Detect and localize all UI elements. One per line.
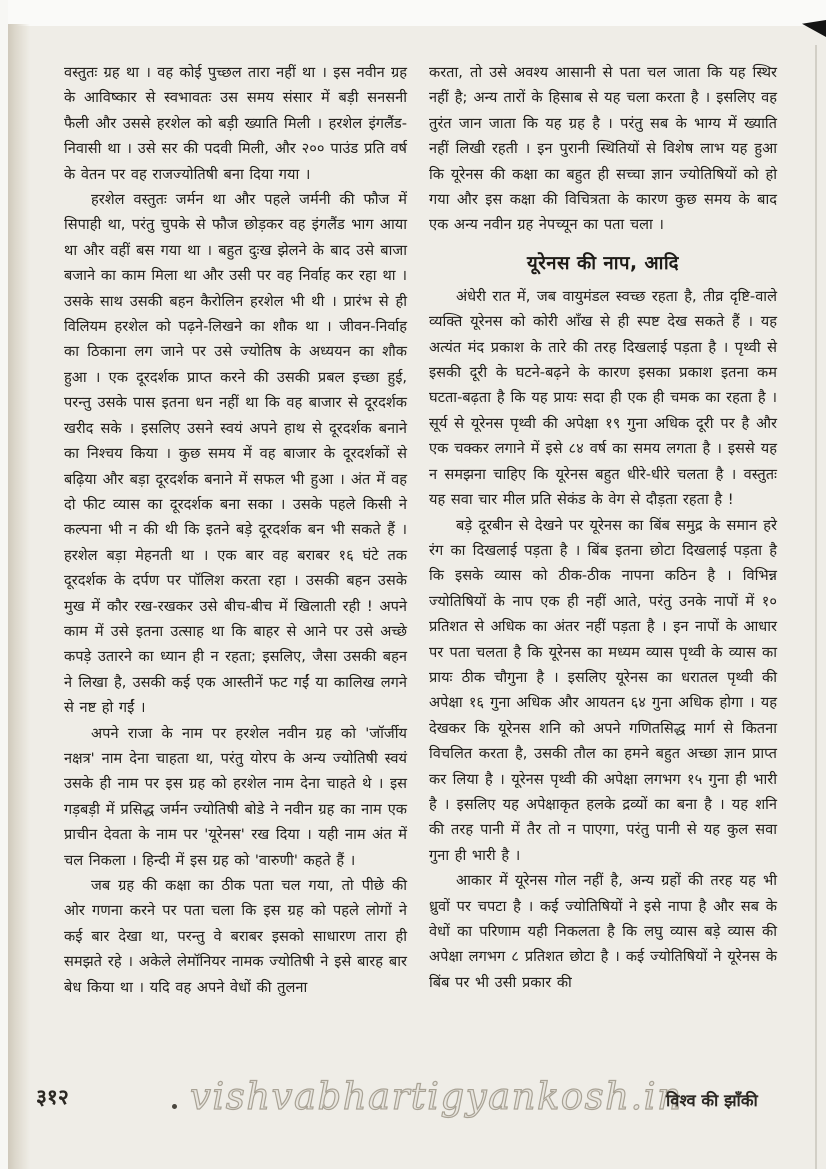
watermark-text: vishvabhartigyankosh.in: [190, 1075, 683, 1118]
paragraph-continuation: करता, तो उसे अवश्य आसानी से पता चल जाता कि यह स्थिर नहीं है; अन्य तारों के हिसाब से यह चला करता है । इसलिए वह तुरंत जान जाता कि यह ग्रह है । परंतु सब के भाग्य में ख्याति नहीं लिखी रहती । इन पुरानी स्थितियों से विशेष लाभ यह हुआ कि यूरेनस की कक्षा का बहुत ही सच्चा ज्ञान ज्योतिषियों को हो गया और इस कक्षा की विचित्रता के कारण कुछ समय के बाद एक अन्य नवीन ग्रह नेपच्यून का पता चला ।: [429, 64, 777, 234]
section-heading: यूरेनस की नाप, आदि: [526, 252, 679, 274]
ink-dot: [172, 1104, 177, 1109]
paragraph: बड़े दूरबीन से देखने पर यूरेनस का बिंब समुद्र के समान हरे रंग का दिखलाई पड़ता है । बिंब इतना छोटा दिखलाई पड़ता है कि इसके व्यास को ठीक-ठीक नापना कठिन है । विभिन्न ज्योतिषियों के नाप एक ही नहीं आते, परंतु उनके नापों में १० प्रतिशत से अधिक का अंतर नहीं पड़ता है । इन नापों के आधार पर पता चलता है कि यूरेनस का मध्यम व्यास पृथ्वी के व्यास का प्रायः ठीक चौगुना है । इसलिए यूरेनस का धरातल पृथ्वी की अपेक्षा १६ गुना अधिक और आयतन ६४ गुना अधिक होगा । यह देखकर कि यूरेनस शनि को अपने गणितसिद्ध मार्ग से कितना विचलित करता है, उसकी तौल का हमने बहुत अच्छा ज्ञान प्राप्त कर लिया है । यूरेनस पृथ्वी की अपेक्षा लगभग १५ गुना ही भारी है । इसलिए यह अपेक्षाकृत हलके द्रव्यों का बना है । यह शनि की तरह पानी में तैर तो न पाएगा, परंतु पानी से यह कुल सवा गुना ही भारी है ।: [429, 516, 777, 864]
paragraph: जब ग्रह की कक्षा का ठीक पता चल गया, तो पीछे की ओर गणना करने पर पता चला कि इस ग्रह को पहले लोगों ने कई बार देखा था, परन्तु वे बराबर इसको साधारण तारा ही समझते रहे । अकेले लेमॉनियर नामक ज्योतिषी ने इसे बारह बार बेध किया था । यदि वह अपने वेधों की तुलना: [64, 877, 407, 996]
book-title: विश्व की झाँकी: [666, 1091, 758, 1110]
page-number: ३१२: [36, 1085, 69, 1109]
page-fold-line: [815, 45, 817, 1169]
left-text-column: [64, 60, 407, 1000]
paragraph: आकार में यूरेनस गोल नहीं है, अन्य ग्रहों की तरह यह भी ध्रुवों पर चपटा है । कई ज्योतिषियों ने इसे नापा है और सब के वेधों का परिणाम यही निकलता है कि लघु व्यास बड़े व्यास की अपेक्षा लगभग ८ प्रतिशत छोटा है । कई ज्योतिषियों ने यूरेनस के बिंब पर भी उसी प्रकार की: [429, 872, 777, 991]
scan-edge-shadow: [8, 24, 30, 1169]
paragraph: हरशेल वस्तुतः जर्मन था और पहले जर्मनी की फौज में सिपाही था, परंतु चुपके से फौज छोड़कर वह इंगलैंड भाग आया था और वहीं बस गया था । बहुत दुःख झेलने के बाद उसे बाजा बजाने का काम मिला था और उसी पर वह निर्वाह कर रहा था । उसके साथ उसकी बहन कैरोलिन हरशेल भी थी । प्रारंभ से ही विलियम हरशेल को पढ़ने-लिखने का शौक था । जीवन-निर्वाह का ठिकाना लग जाने पर उसे ज्योतिष के अध्ययन का शौक हुआ । एक दूरदर्शक प्राप्त करने की उसकी प्रबल इच्छा हुई, परन्तु उसके पास इतना धन नहीं था कि वह बाजार से दूरदर्शक खरीद सके । इसलिए उसने स्वयं अपने हाथ से दूरदर्शक बनाने का निश्चय किया । कुछ समय में वह बाजार के दूरदर्शकों से बढ़िया और बड़ा दूरदर्शक बनाने में सफल भी हुआ । अंत में वह दो फीट व्यास का दूरदर्शक बना सका । उसके पहले किसी ने कल्पना भी न की थी कि इतने बड़े दूरदर्शक बन भी सकते हैं । हरशेल बड़ा मेहनती था । एक बार वह बराबर १६ घंटे तक दूरदर्शक के दर्पण पर पॉलिश करता रहा । उसकी बहन उसके मुख में कौर रख-रखकर उसे बीच-बीच में खिलाती रही ! अपने काम में उसे इतना उत्साह था कि बाहर से आने पर उसे अच्छे कपड़े उतारने का ध्यान ही न रहता; इसलिए, जैसा उसकी बहन ने लिखा है, उसकी कई एक आस्तीनें फट गईं या कालिख लगने से नष्ट हो गईं ।: [64, 191, 407, 717]
paragraph: अपने राजा के नाम पर हरशेल नवीन ग्रह को 'जॉर्जीय नक्षत्र' नाम देना चाहता था, परंतु योरप के अन्य ज्योतिषी स्वयं उसके ही नाम पर इस ग्रह को हरशेल नाम देना चाहते थे । इस गड़बड़ी में प्रसिद्ध जर्मन ज्योतिषी बोडे ने नवीन ग्रह का नाम एक प्राचीन देवता के नाम पर 'यूरेनस' रख दिया । यही नाम अंत में चल निकला । हिन्दी में इस ग्रह को 'वारुणी' कहते हैं ।: [64, 724, 407, 869]
scan-background-top: [0, 0, 826, 26]
right-text-column: [429, 60, 777, 995]
paragraph: अंधेरी रात में, जब वायुमंडल स्वच्छ रहता है, तीव्र दृष्टि-वाले व्यक्ति यूरेनस को कोरी आँख से ही स्पष्ट देख सकते हैं । यह अत्यंत मंद प्रकाश के तारे की तरह दिखलाई पड़ता है । पृथ्वी से इसकी दूरी के घटने-बढ़ने के कारण इसका प्रकाश इतना कम घटता-बढ़ता है कि यह प्रायः सदा ही एक ही चमक का रहता है । सूर्य से यूरेनस पृथ्वी की अपेक्षा १९ गुना अधिक दूरी पर है और एक चक्कर लगाने में इसे ८४ वर्ष का समय लगता है । इससे यह न समझना चाहिए कि यूरेनस बहुत धीरे-धीरे चलता है । वस्तुतः यह सवा चार मील प्रति सेकंड के वेग से दौड़ता रहता है !: [429, 287, 777, 509]
scan-edge-white: [0, 0, 8, 1169]
paragraph-continuation: वस्तुतः ग्रह था । वह कोई पुच्छल तारा नहीं था । इस नवीन ग्रह के आविष्कार से स्वभावतः उस समय संसार में बड़ी सनसनी फैली और उससे हरशेल को बड़ी ख्याति मिली । हरशेल इंगलैंड-निवासी था । उसे सर की पदवी मिली, और २०० पाउंड प्रति वर्ष के वेतन पर वह राजज्योतिषी बना दिया गया ।: [64, 64, 407, 183]
